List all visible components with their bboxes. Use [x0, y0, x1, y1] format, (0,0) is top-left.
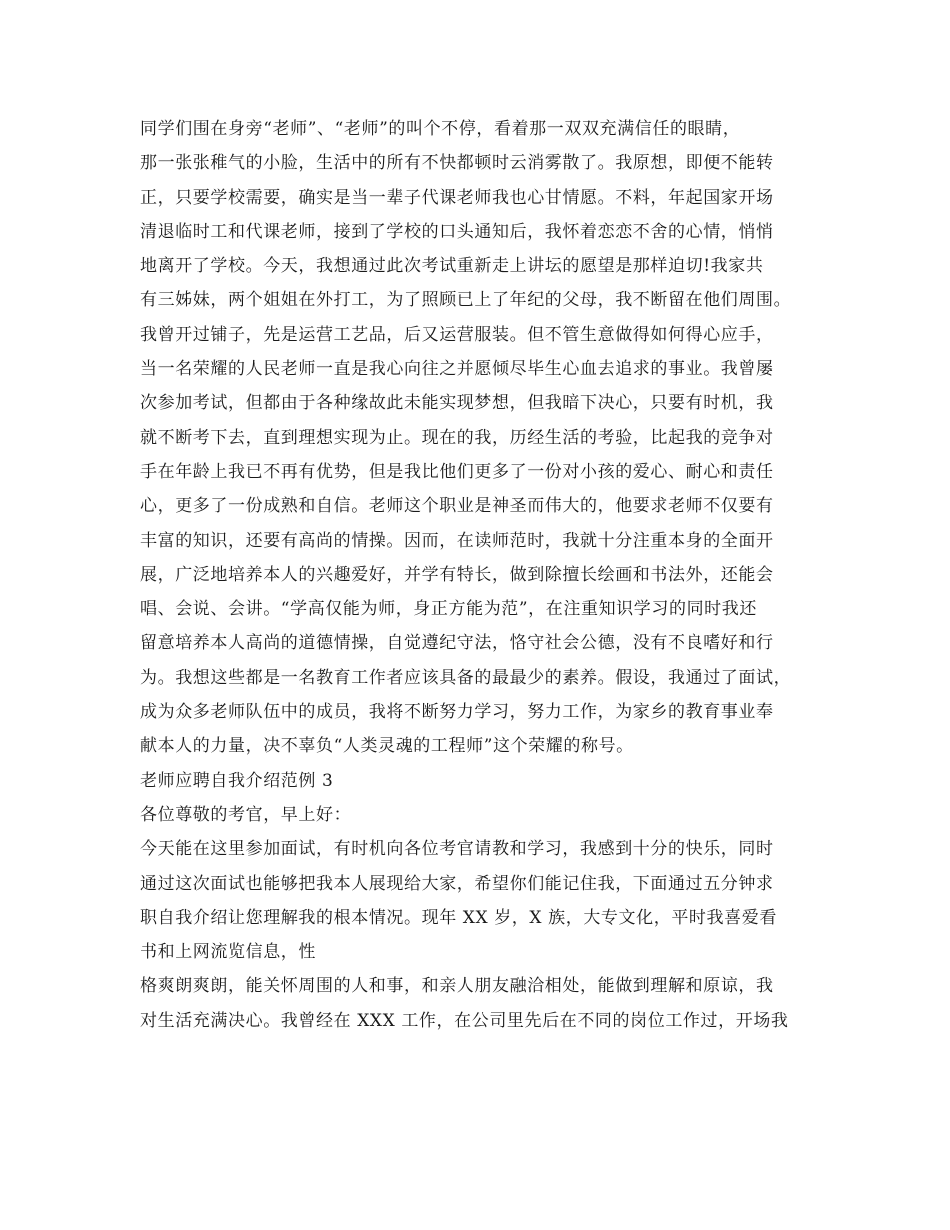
- paragraph-line: 格爽朗爽朗，能关怀周围的人和事，和亲人朋友融洽相处，能做到理解和原谅，我: [140, 976, 774, 997]
- paragraph-line: 次参加考试，但都由于各种缘故此未能实现梦想，但我暗下决心，只要有时机，我: [140, 393, 774, 414]
- paragraph-line: 同学们围在身旁“老师”、“老师”的叫个不停，看着那一双双充满信任的眼睛，: [140, 119, 741, 139]
- paragraph-line: 为。我想这些都是一名教育工作者应该具备的最最少的素养。假设，我通过了面试，: [140, 667, 792, 688]
- greeting-line: 各位尊敬的考官，早上好：: [140, 804, 352, 825]
- paragraph-line: 留意培养本人高尚的道德情操，自觉遵纪守法，恪守社会公德，没有不良嗜好和行: [140, 633, 774, 654]
- paragraph-line: 我曾开过铺子，先是运营工艺品，后又运营服装。但不管生意做得如何得心应手，: [140, 324, 774, 345]
- paragraph-line: 唱、会说、会讲。“学高仅能为师，身正方能为范”，在注重知识学习的同时我还: [140, 599, 757, 620]
- paragraph-line: 今天能在这里参加面试，有时机向各位考官请教和学习，我感到十分的快乐，同时: [140, 839, 774, 860]
- paragraph-line: 职自我介绍让您理解我的根本情况。现年 XX 岁，X 族，大专文化，平时我喜爱看: [140, 907, 777, 928]
- paragraph-line: 展，广泛地培养本人的兴趣爱好，并学有特长，做到除擅长绘画和书法外，还能会: [140, 564, 774, 585]
- paragraph-line: 成为众多老师队伍中的成员，我将不断努力学习，努力工作，为家乡的教育事业奉: [140, 702, 774, 723]
- paragraph-line: 就不断考下去，直到理想实现为止。现在的我，历经生活的考验，比起我的竞争对: [140, 427, 774, 448]
- paragraph-line: 正，只要学校需要，确实是当一辈子代课老师我也心甘情愿。不料，年起国家开场: [140, 187, 774, 208]
- paragraph-line: 地离开了学校。今天，我想通过此次考试重新走上讲坛的愿望是那样迫切!我家共: [140, 256, 764, 277]
- document-body: [140, 112, 830, 1038]
- paragraph-line: 当一名荣耀的人民老师一直是我心向往之并愿倾尽毕生心血去追求的事业。我曾屡: [140, 359, 774, 380]
- paragraph-line: 丰富的知识，还要有高尚的情操。因而，在读师范时，我就十分注重本身的全面开: [140, 530, 774, 551]
- paragraph-line: 对生活充满决心。我曾经在 XXX 工作，在公司里先后在不同的岗位工作过，开场我: [140, 1010, 789, 1031]
- paragraph-line: 书和上网流览信息，性: [140, 942, 316, 963]
- paragraph-line: 手在年龄上我已不再有优势，但是我比他们更多了一份对小孩的爱心、耐心和责任: [140, 461, 774, 482]
- paragraph-line: 那一张张稚气的小脸，生活中的所有不快都顿时云消雾散了。我原想，即便不能转: [140, 153, 774, 174]
- paragraph-line: 献本人的力量，决不辜负“人类灵魂的工程师”这个荣耀的称号。: [140, 736, 634, 757]
- section-heading: 老师应聘自我介绍范例 3: [140, 770, 334, 791]
- paragraph-line: 清退临时工和代课老师，接到了学校的口头通知后，我怀着恋恋不舍的心情，悄悄: [140, 221, 774, 242]
- paragraph-line: 通过这次面试也能够把我本人展现给大家，希望你们能记住我，下面通过五分钟求: [140, 873, 774, 894]
- paragraph-line: 心，更多了一份成熟和自信。老师这个职业是神圣而伟大的，他要求老师不仅要有: [140, 496, 774, 517]
- paragraph-line: 有三姊妹，两个姐姐在外打工，为了照顾已上了年纪的父母，我不断留在他们周围。: [140, 290, 792, 311]
